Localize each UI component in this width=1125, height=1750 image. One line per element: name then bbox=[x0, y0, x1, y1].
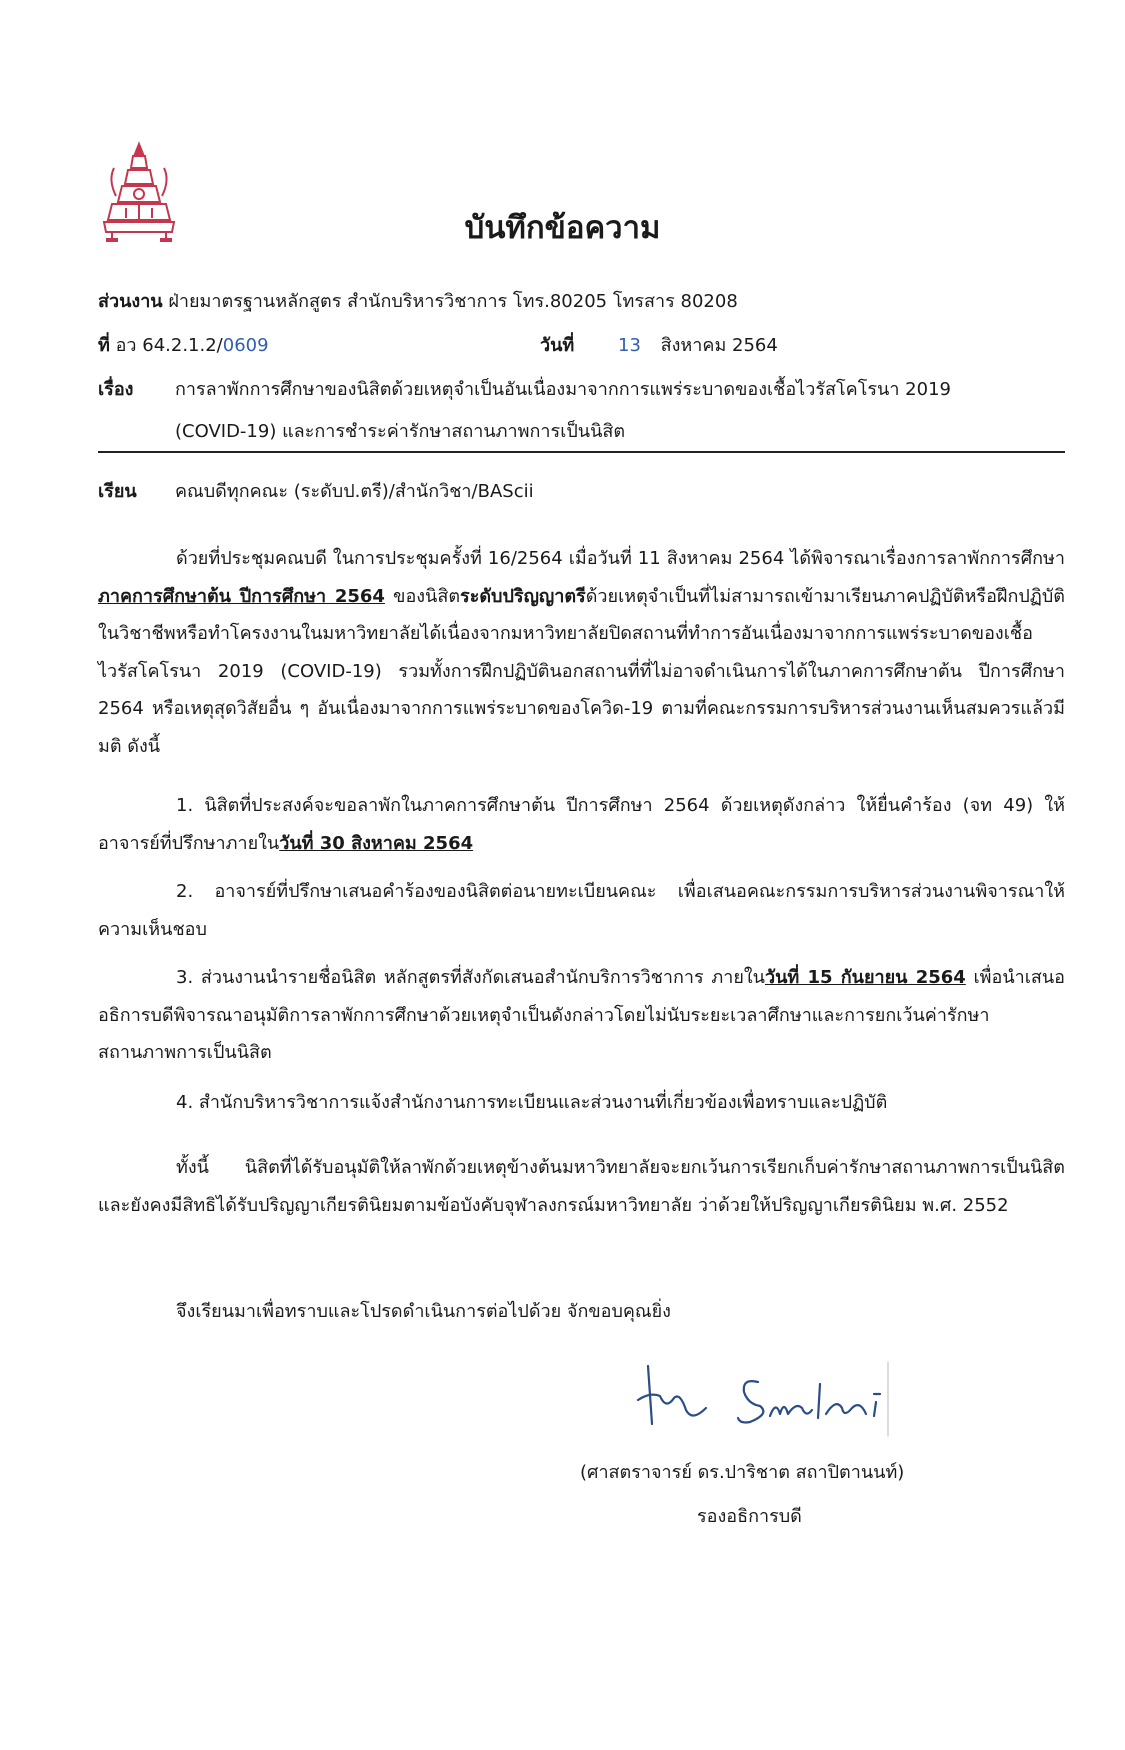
signatory-name: (ศาสตราจารย์ ดร.ปาริชาต สถาปิตานนท์) bbox=[580, 1462, 905, 1483]
reference-number: 0609 bbox=[222, 335, 269, 356]
closing-line: จึงเรียนมาเพื่อทราบและโปรดดำเนินการต่อไปด้วย จักขอบคุณยิ่ง bbox=[176, 1301, 671, 1322]
p1-semester-emphasis: ภาคการศึกษาต้น ปีการศึกษา 2564 bbox=[98, 585, 385, 607]
body-item-3 bbox=[98, 959, 1065, 1072]
signatory-position: รองอธิการบดี bbox=[697, 1506, 802, 1527]
p1-of-students: ของนิสิต bbox=[384, 585, 461, 607]
date-label: วันที่ bbox=[540, 335, 575, 356]
p2-text: ทั้งนี้ นิสิตที่ได้รับอนุมัติให้ลาพักด้วยเหตุข้างต้นมหาวิทยาลัยจะยกเว้นการเรียกเก็บค่ารักษาสถานภาพการเป็นนิสิต และยังคงมีสิทธิได้รับปริญญาเกียรตินิยมตามข้อบังคับจุฬาลงกรณ์มหาวิทยาลัย ว่าด้วยให้ปริญญาเกียรตินิยม พ.ศ. 2552 bbox=[98, 1157, 1065, 1216]
division-label: ส่วนงาน bbox=[98, 291, 163, 312]
addressee-value: คณบดีทุกคณะ (ระดับป.ตรี)/สำนักวิชา/BAScii bbox=[175, 481, 534, 502]
body-item-1 bbox=[98, 787, 1065, 862]
reference-row bbox=[98, 334, 269, 358]
subject-line-2: (COVID-19) และการชำระค่ารักษาสถานภาพการเป็นนิสิต bbox=[175, 421, 626, 442]
reference-label: ที่ bbox=[98, 335, 110, 356]
item-2-text: 2. อาจารย์ที่ปรึกษาเสนอคำร้องของนิสิตต่อนายทะเบียนคณะ เพื่อเสนอคณะกรรมการบริหารส่วนงานพิจารณาให้ความเห็นชอบ bbox=[98, 881, 1065, 940]
item-1-text: 1. นิสิตที่ประสงค์จะขอลาพักในภาคการศึกษาต้น ปีการศึกษา 2564 ด้วยเหตุดังกล่าว ให้ยื่นคำร้อง (จท 49) ให้อาจารย์ที่ปรึกษาภายใน bbox=[98, 795, 1065, 854]
signature-image bbox=[630, 1352, 900, 1437]
p1-intro: ด้วยที่ประชุมคณบดี ในการประชุมครั้งที่ 16/2564 เมื่อวันที่ 11 สิงหาคม 2564 ได้พิจารณาเรื่องการลาพักการศึกษา bbox=[176, 548, 1065, 569]
subject-line-1: การลาพักการศึกษาของนิสิตด้วยเหตุจำเป็นอันเนื่องมาจากการแพร่ระบาดของเชื้อไวรัสโคโรนา 2019 bbox=[175, 379, 951, 400]
body-paragraph-1 bbox=[98, 540, 1065, 765]
item-3-detail: เพื่อนำเสนออธิการบดีพิจารณาอนุมัติการลาพักการศึกษาด้วยเหตุจำเป็นดังกล่าวโดยไม่นับระยะเวลาศึกษาและการยกเว้นค่ารักษาสถานภาพการเป็นนิสิต bbox=[98, 967, 1065, 1063]
p1-detail: ด้วยเหตุจำเป็นที่ไม่สามารถเข้ามาเรียนภาคปฏิบัติหรือฝึกปฏิบัติในวิชาชีพหรือทำโครงงานในมหาวิทยาลัยได้เนื่องจากมหาวิทยาลัยปิดสถานที่ทำการอันเนื่องมาจากการแพร่ระบาดของเชื้อไวรัสโคโรนา 2019 (COVID-19) รวมทั้งการฝึกปฏิบัตินอกสถานที่ที่ไม่อาจดำเนินการได้ในภาคการศึกษาต้น ปีการศึกษา 2564 หรือเหตุสุดวิสัยอื่น ๆ อันเนื่องมาจากการแพร่ระบาดของโควิด-19 ตามที่คณะกรรมการบริหารส่วนงานเห็นสมควรแล้วมีมติ ดังนี้ bbox=[98, 585, 1065, 757]
date-day: 13 bbox=[618, 335, 641, 356]
subject-label: เรื่อง bbox=[98, 379, 134, 400]
body-item-4 bbox=[98, 1084, 1065, 1122]
item-1-deadline: วันที่ 30 สิงหาคม 2564 bbox=[279, 832, 474, 854]
item-3-deadline: วันที่ 15 กันยายน 2564 bbox=[764, 967, 966, 988]
date-month-year: สิงหาคม 2564 bbox=[660, 335, 778, 356]
p1-level-emphasis: ระดับปริญญาตรี bbox=[460, 585, 586, 607]
body-paragraph-2 bbox=[98, 1149, 1065, 1224]
body-item-2 bbox=[98, 873, 1065, 948]
header-divider bbox=[98, 451, 1065, 453]
item-4-text: 4. สำนักบริหารวิชาการแจ้งสำนักงานการทะเบียนและส่วนงานที่เกี่ยวข้องเพื่อทราบและปฏิบัติ bbox=[176, 1092, 888, 1113]
memo-title: บันทึกข้อความ bbox=[464, 210, 661, 246]
reference-prefix: อว 64.2.1.2/ bbox=[115, 335, 223, 356]
date-row bbox=[540, 334, 778, 358]
addressee-label: เรียน bbox=[98, 481, 137, 502]
division-row bbox=[98, 290, 738, 314]
division-value: ฝ่ายมาตรฐานหลักสูตร สำนักบริหารวิชาการ โทร.80205 โทรสาร 80208 bbox=[168, 291, 738, 312]
item-3-text: 3. ส่วนงานนำรายชื่อนิสิต หลักสูตรที่สังกัดเสนอสำนักบริการวิชาการ ภายใน bbox=[176, 967, 765, 988]
